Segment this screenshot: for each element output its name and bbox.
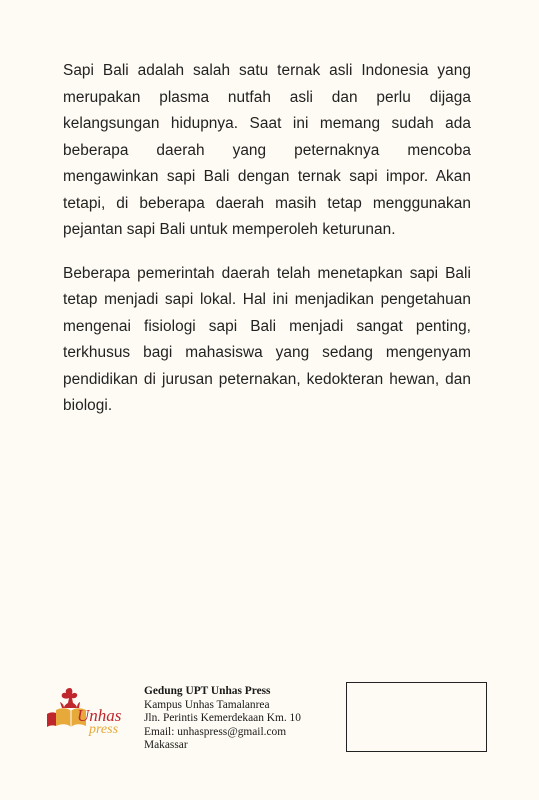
barcode-box bbox=[346, 682, 487, 752]
unhas-press-emblem-icon bbox=[44, 686, 136, 736]
paragraph-2: Beberapa pemerintah daerah telah menetapkan sapi Bali tetap menjadi sapi lokal. Hal ini menjadikan pengetahuan mengenai fisiologi sapi Bali menjadi sangat penting, terkhusus bagi mahasiswa yang sedang mengenyam pendidikan di jurusan peternakan, kedokteran hewan, dan biologi. bbox=[63, 264, 471, 414]
publisher-email: Email: unhaspress@gmail.com bbox=[144, 725, 287, 738]
publisher-address-1: Kampus Unhas Tamalanrea bbox=[144, 698, 270, 711]
publisher-name: Gedung UPT Unhas Press bbox=[144, 685, 271, 697]
logo-press-text: press bbox=[89, 722, 119, 736]
logo-unhas-text: Unhas bbox=[77, 706, 122, 725]
paragraph-1: Sapi Bali adalah salah satu ternak asli Indonesia yang merupakan plasma nutfah asli dan perlu dijaga kelangsungan hidupnya. Saat ini memang sudah ada beberapa daerah yang peternaknya mencoba mengawinkan sapi Bali dengan ternak sapi impor. Akan tetapi, di beberapa daerah masih tetap menggunakan pejantan sapi Bali untuk memperoleh keturunan. bbox=[63, 62, 471, 238]
publisher-address-2: Jln. Perintis Kemerdekaan Km. 10 bbox=[144, 712, 301, 724]
unhas-press-logo bbox=[44, 686, 136, 736]
back-cover-text bbox=[63, 58, 471, 437]
publisher-info bbox=[144, 685, 301, 753]
publisher-city: Makassar bbox=[144, 739, 188, 751]
